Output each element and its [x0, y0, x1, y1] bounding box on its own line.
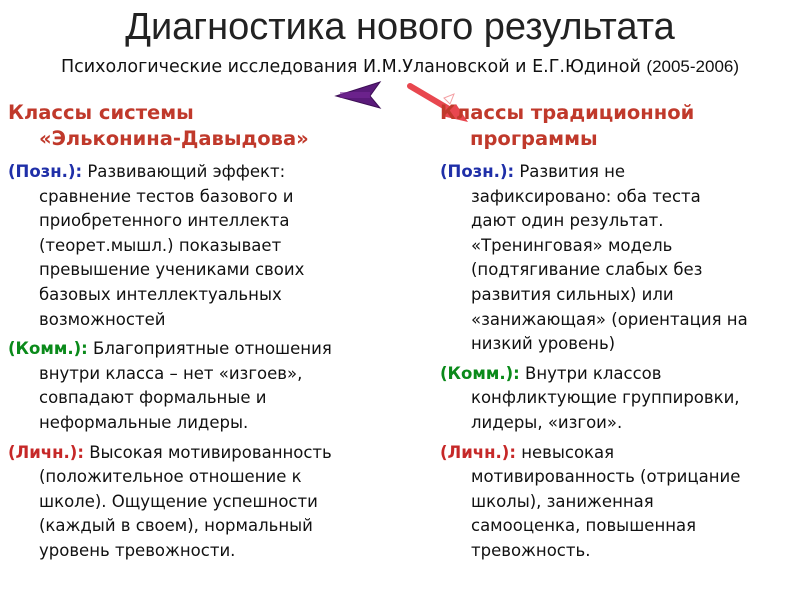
paragraph-line: «Тренинговая» модель	[471, 235, 673, 255]
paragraph-line: Благоприятные отношения	[87, 339, 332, 359]
left-column	[8, 98, 393, 569]
right-column	[440, 98, 798, 569]
cognitive-tag: (Позн.):	[440, 162, 515, 181]
paragraph-line: совпадают формальные и	[39, 388, 267, 408]
paragraph-line: Внутри классов	[519, 363, 662, 383]
paragraph-line: тревожность.	[471, 540, 591, 560]
left-personal-paragraph	[8, 441, 393, 564]
paragraph-line: лидеры, «изгои».	[471, 412, 623, 432]
communicative-tag: (Комм.):	[440, 363, 520, 383]
paragraph-line: дают один результат.	[471, 211, 664, 231]
left-heading	[8, 100, 393, 152]
paragraph-line: мотивированность (отрицание	[471, 467, 741, 487]
paragraph-line: Развивающий эффект:	[82, 162, 286, 181]
paragraph-line: школе). Ощущение успешности	[39, 491, 318, 511]
paragraph-line: Высокая мотивированность	[83, 442, 332, 462]
personal-tag: (Личн.):	[8, 442, 84, 462]
right-heading	[440, 100, 798, 152]
paragraph-line: (теорет.мышл.) показывает	[39, 235, 282, 255]
paragraph-line: развития сильных) или	[471, 284, 674, 304]
cognitive-tag: (Позн.):	[8, 162, 83, 181]
slide-subtitle	[0, 55, 800, 79]
right-cognitive-paragraph	[440, 160, 798, 357]
paragraph-line: возможностей	[39, 309, 166, 329]
right-heading-line: Классы традиционной	[440, 101, 695, 124]
paragraph-line: (подтягивание слабых без	[471, 260, 703, 280]
slide-title: Диагностика нового результата	[125, 6, 675, 48]
left-communicative-paragraph	[8, 337, 393, 435]
paragraph-line: конфликтующие группировки,	[471, 388, 740, 408]
right-heading-line: программы	[470, 127, 598, 150]
right-communicative-paragraph	[440, 362, 798, 436]
paragraph-line: зафиксировано: оба теста	[471, 186, 701, 206]
paragraph-line: Развития не	[514, 162, 626, 181]
paragraph-line: (положительное отношение к	[39, 467, 302, 487]
paragraph-line: «занижающая» (ориентация на	[471, 309, 748, 329]
subtitle-years: (2005-2006)	[646, 57, 740, 76]
paragraph-line: уровень тревожности.	[39, 540, 236, 560]
paragraph-line: невысокая	[515, 442, 615, 462]
paragraph-line: низкий уровень)	[471, 334, 616, 354]
left-heading-line: «Эльконина-Давыдова»	[39, 127, 309, 150]
paragraph-line: приобретенного интеллекта	[39, 211, 290, 231]
paragraph-line: школы), заниженная	[471, 491, 654, 511]
subtitle-authors: Психологические исследования И.М.Улановской и Е.Г.Юдиной	[60, 57, 641, 77]
paragraph-line: внутри класса – нет «изгоев»,	[39, 363, 303, 383]
right-personal-paragraph	[440, 441, 798, 564]
paragraph-line: неформальные лидеры.	[39, 412, 249, 432]
paragraph-line: самооценка, повышенная	[471, 516, 697, 536]
paragraph-line: (каждый в своем), нормальный	[39, 516, 313, 536]
paragraph-line: базовых интеллектуальных	[39, 284, 282, 304]
paragraph-line: сравнение тестов базового и	[39, 186, 294, 206]
personal-tag: (Личн.):	[440, 442, 516, 462]
paragraph-line: превышение учениками своих	[39, 260, 305, 280]
left-cognitive-paragraph	[8, 160, 393, 332]
communicative-tag: (Комм.):	[8, 339, 88, 359]
left-heading-line: Классы системы	[8, 101, 194, 124]
